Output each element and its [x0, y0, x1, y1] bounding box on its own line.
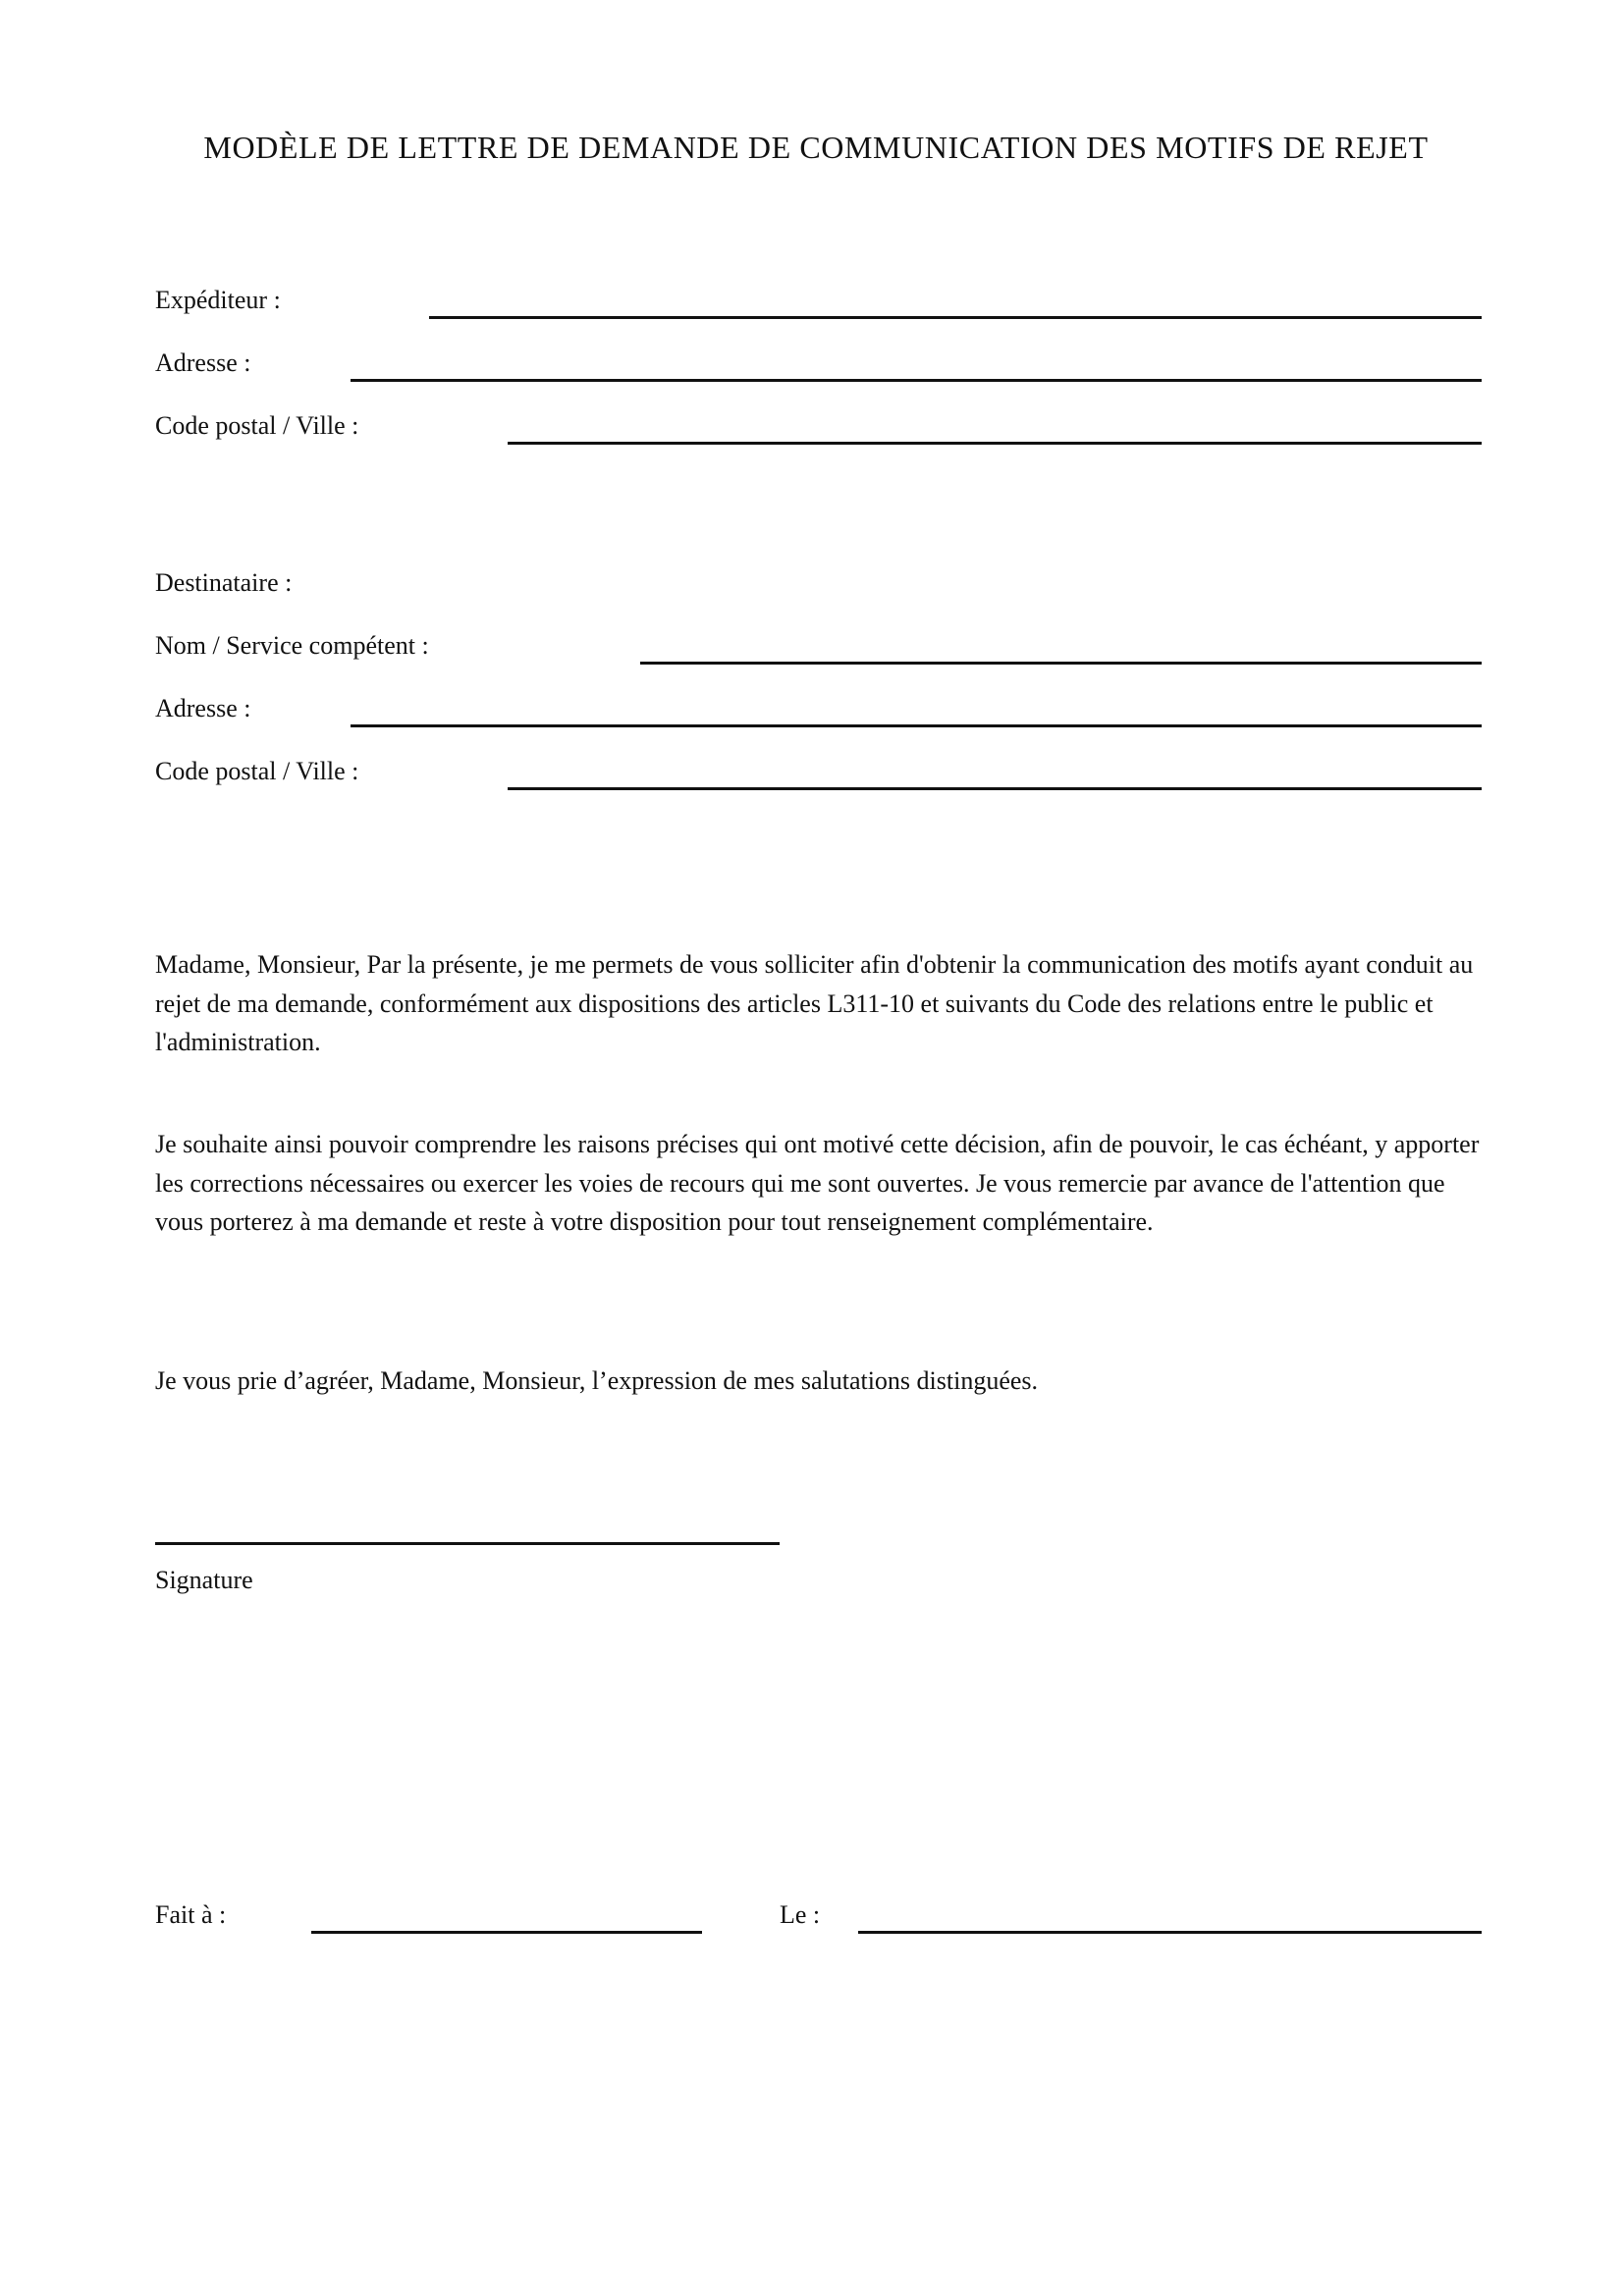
sender-address-field[interactable] — [351, 379, 1482, 382]
recipient-label: Destinataire : — [155, 568, 293, 597]
sender-name-field[interactable] — [429, 316, 1482, 319]
sender-city-field[interactable] — [508, 442, 1482, 445]
signature-line[interactable] — [155, 1542, 780, 1545]
place-field[interactable] — [311, 1931, 702, 1934]
body-paragraph-2: Je souhaite ainsi pouvoir comprendre les raisons précises qui ont motivé cette décision, afin de pouvoir, le cas échéant, y apporter les corrections nécessaires ou exercer les voies de recours qui me sont ouvertes. Je vous remercie par avance de l'attention que vous porterez à ma demande et reste à votre disposition pour tout renseignement complémentaire. — [155, 1130, 1480, 1236]
closing-sentence: Je vous prie d’agréer, Madame, Monsieur, l’expression de mes salutations distinguées. — [155, 1366, 1039, 1395]
recipient-name-label: Nom / Service compétent : — [155, 631, 429, 660]
sender-address-label: Adresse : — [155, 348, 251, 377]
date-field[interactable] — [858, 1931, 1482, 1934]
recipient-city-field[interactable] — [508, 787, 1482, 790]
recipient-address-field[interactable] — [351, 724, 1482, 727]
date-label: Le : — [780, 1900, 821, 1929]
sender-city-label: Code postal / Ville : — [155, 411, 359, 440]
signature-label: Signature — [155, 1566, 253, 1594]
place-label: Fait à : — [155, 1900, 227, 1929]
recipient-address-label: Adresse : — [155, 694, 251, 722]
document-title: MODÈLE DE LETTRE DE DEMANDE DE COMMUNICATION DES MOTIFS DE REJET — [203, 130, 1429, 165]
recipient-city-label: Code postal / Ville : — [155, 757, 359, 785]
recipient-name-field[interactable] — [640, 662, 1482, 665]
sender-label: Expéditeur : — [155, 286, 281, 314]
body-paragraph-1: Madame, Monsieur, Par la présente, je me permets de vous solliciter afin d'obtenir la communication des motifs ayant conduit au rejet de ma demande, conformément aux dispositions des articles L311-10 et suivants du Code des relations entre le public et l'administration. — [155, 950, 1474, 1056]
